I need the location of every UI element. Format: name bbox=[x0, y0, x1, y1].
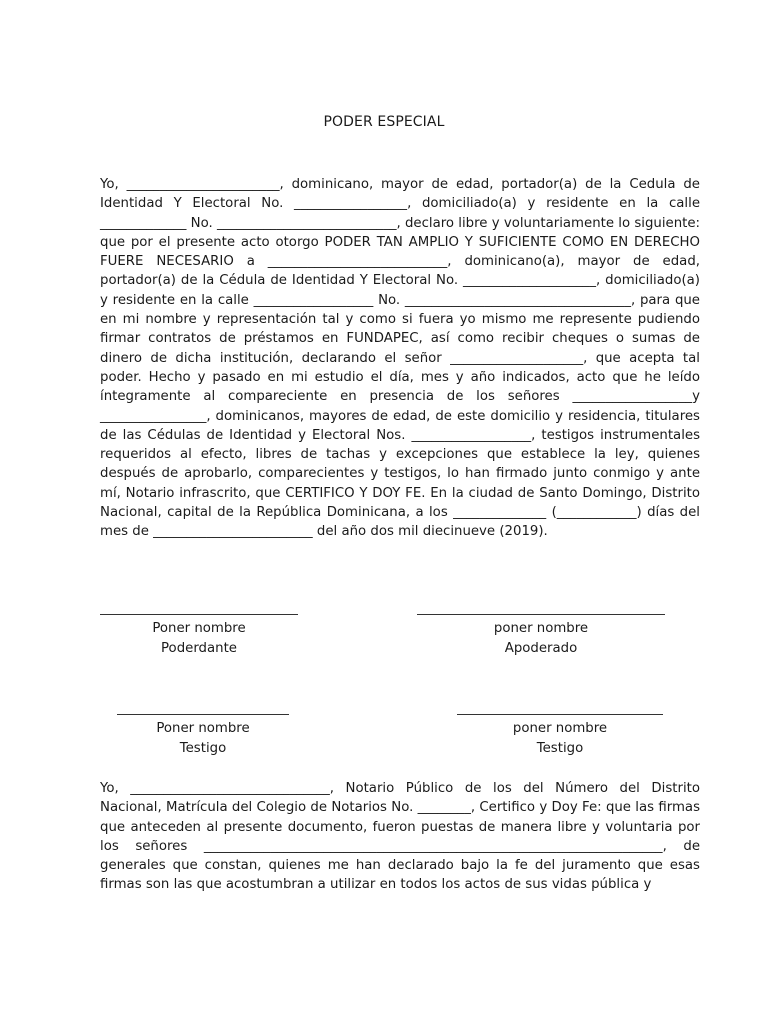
signature-line bbox=[117, 700, 289, 715]
body-text: Yo, _______________________, dominicano, mayor de edad, portador(a) de la Cedula de Identidad Y Electoral No. _________________, domiciliado(a) y residente en la calle _____________ No. ___________________________, declaro libre y voluntariamente lo siguiente: que por el presente acto otorgo PODER TAN AMPLIO Y SUFICIENTE COMO EN DERECHO FUERE NECESARIO a ___________________________, dominicano(a), mayor de edad, portador(a) de la Cédula de Identidad Y Electoral No. ____________________, domiciliado(a) y residente en la calle __________________ No. __________________________________, para que en mi nombre y representación tal y como si fuera yo mismo me represente pudiendo firmar contratos de préstamos en FUNDAPEC, así como recibir cheques o sumas de dinero de dicha institución, declarando el señor ____________________, que acepta tal poder. Hecho y pasado en mi estudio el día, mes y año indicados, acto que he leído íntegramente al compareciente en presencia de los señores __________________y ________________, dominicanos, mayores de edad, de este domicilio y residencia, titulares de las Cédulas de Identidad y Electoral Nos. __________________, testigos instrumentales requeridos al efecto, libres de tachas y excepciones que establece la ley, quienes después de aprobarlo, comparecientes y testigos, lo han firmado junto conmigo y ante mí, Notario infrascrito, que CERTIFICO Y DOY FE. En la ciudad de Santo Domingo, Distrito Nacional, capital de la República Dominicana, a los ______________ (____________) días del mes de ________________________ del año dos mil diecinueve (2019). bbox=[100, 177, 700, 540]
signature-role: Testigo bbox=[536, 740, 584, 756]
signature-block-testigo-1 bbox=[117, 700, 289, 758]
signature-line bbox=[457, 700, 663, 715]
signature-role: Apoderado bbox=[504, 640, 578, 656]
signature-line bbox=[417, 600, 665, 615]
signature-name: Poner nombre bbox=[156, 721, 250, 736]
notary-paragraph bbox=[100, 779, 700, 895]
signature-block-poderdante bbox=[100, 600, 298, 658]
signature-block-testigo-2 bbox=[457, 700, 663, 758]
signature-role: Testigo bbox=[179, 740, 227, 756]
document-title: PODER ESPECIAL bbox=[323, 114, 445, 130]
signature-name: Poner nombre bbox=[152, 621, 246, 636]
body-paragraph bbox=[100, 175, 700, 542]
signature-name: poner nombre bbox=[512, 721, 608, 736]
signature-block-apoderado bbox=[417, 600, 665, 658]
signature-line bbox=[100, 600, 298, 615]
signature-name: poner nombre bbox=[493, 621, 589, 636]
signature-role: Poderdante bbox=[161, 640, 237, 656]
notary-text: Yo, ______________________________, Notario Público de los del Número del Distrito Nacional, Matrícula del Colegio de Notarios No. ________, Certifico y Doy Fe: que las firmas que anteceden al presente documento, fueron puestas de manera libre y voluntaria por los señores _____________________________________________________________________, de generales que constan, quienes me han declarado bajo la fe del juramento que esas firmas son las que acostumbran a utilizar en todos los actos de sus vidas pública y bbox=[100, 781, 700, 893]
